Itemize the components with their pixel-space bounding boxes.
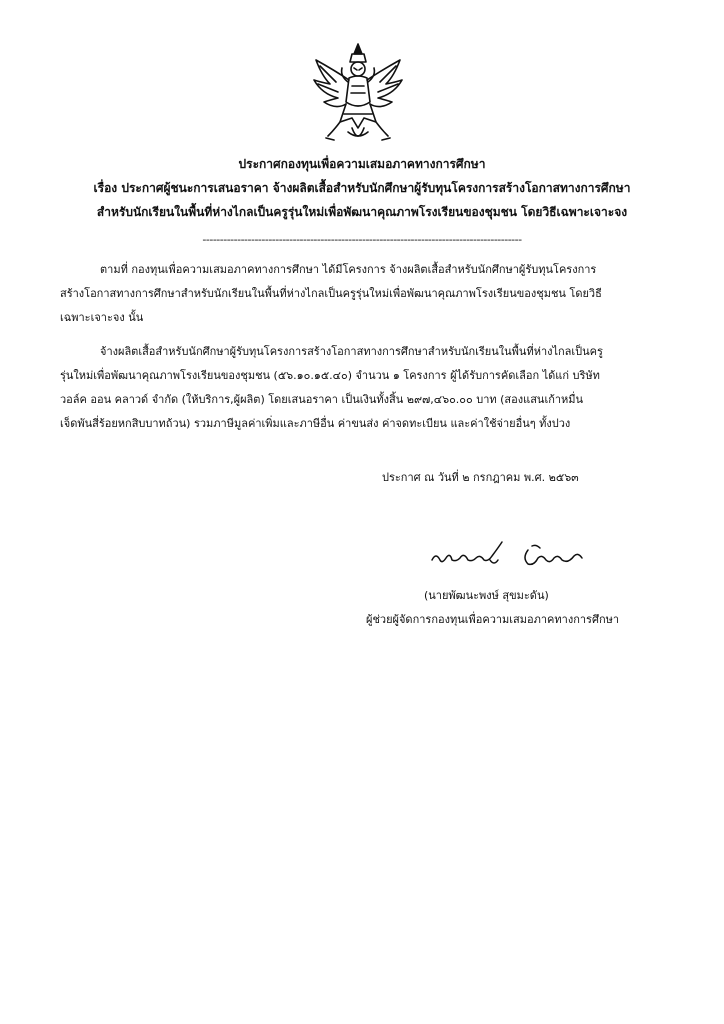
para2-line2: รุ่นใหม่เพื่อพัฒนาคุณภาพโรงเรียนของชุมชน (๕๖.๑๐.๑๕.๔๐) จำนวน ๑ โครงการ ผู้ได้รับการคัดเลือก ได้แก่ บริษัท <box>60 369 600 382</box>
para2-line4: เจ็ดพันสี่ร้อยหกสิบบาทถ้วน) รวมภาษีมูลค่าเพิ่มและภาษีอื่น ค่าขนส่ง ค่าจดทะเบียน และค่าใช้จ่ายอื่นๆ ทั้งปวง <box>60 417 571 430</box>
signatory-name: (นายพัฒนะพงษ์ สุขมะดัน) <box>424 589 549 602</box>
divider-rule: -------------------------------------------------------------------------------------------- <box>202 234 522 246</box>
subject-line-2: สำหรับนักเรียนในพื้นที่ห่างไกลเป็นครูรุ่นใหม่เพื่อพัฒนาคุณภาพโรงเรียนของชุมชน โดยวิธีเฉพาะเจาะจง <box>96 205 628 219</box>
signature-image <box>428 538 588 574</box>
garuda-emblem-icon <box>308 40 408 146</box>
subject-line: เรื่อง ประกาศผู้ชนะการเสนอราคา จ้างผลิตเสื้อสำหรับนักศึกษาผู้รับทุนโครงการสร้างโอกาสทางการศึกษา <box>93 181 631 195</box>
announcement-date: ประกาศ ณ วันที่ ๒ กรกฎาคม พ.ศ. ๒๕๖๓ <box>382 471 579 484</box>
para1-line2: สร้างโอกาสทางการศึกษาสำหรับนักเรียนในพื้นที่ห่างไกลเป็นครูรุ่นใหม่เพื่อพัฒนาคุณภาพโรงเรียนของชุมชน โดยวิธี <box>60 287 602 300</box>
signatory-position: ผู้ช่วยผู้จัดการกองทุนเพื่อความเสมอภาคทางการศึกษา <box>366 613 620 626</box>
para1-line1: ตามที่ กองทุนเพื่อความเสมอภาคทางการศึกษา ได้มีโครงการ จ้างผลิตเสื้อสำหรับนักศึกษาผู้รับทุนโครงการ <box>100 263 597 276</box>
para2-line1: จ้างผลิตเสื้อสำหรับนักศึกษาผู้รับทุนโครงการสร้างโอกาสทางการศึกษาสำหรับนักเรียนในพื้นที่ห่างไกลเป็นครู <box>100 345 603 358</box>
announcement-title: ประกาศกองทุนเพื่อความเสมอภาคทางการศึกษา <box>238 157 486 171</box>
para2-line3: วอล์ค ออน คลาวด์ จำกัด (ให้บริการ,ผู้ผลิต) โดยเสนอราคา เป็นเงินทั้งสิ้น ๒๙๗,๔๖๐.๐๐ บาท (สองแสนเก้าหมื่น <box>60 393 584 406</box>
para1-line3: เฉพาะเจาะจง นั้น <box>60 311 144 324</box>
